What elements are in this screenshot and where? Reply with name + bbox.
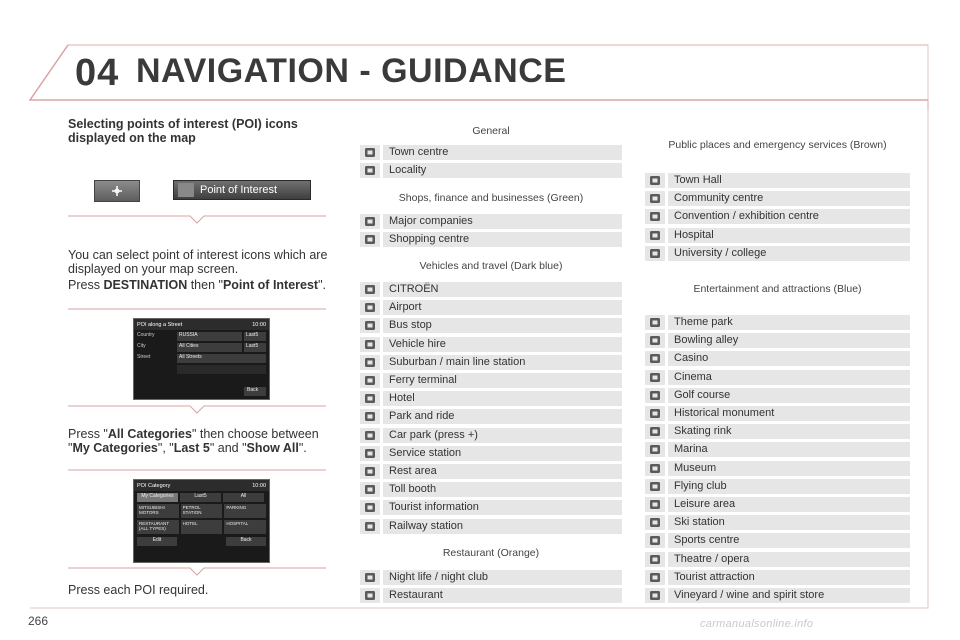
poi-item-label: Vehicle hire: [383, 337, 622, 352]
poi-item-label: Skating rink: [668, 424, 910, 439]
poi-casino-icon: [645, 351, 665, 366]
poi-item-label: Service station: [383, 446, 622, 461]
poi-historical-monument-icon: [645, 406, 665, 421]
poi-item-label: Park and ride: [383, 409, 622, 424]
poi-item-label: Railway station: [383, 519, 622, 534]
poi-museum-icon: [645, 461, 665, 476]
poi-item-flying-club: [645, 479, 910, 494]
poi-item-label: Tourist information: [383, 500, 622, 515]
poi-item-label: Community centre: [668, 191, 910, 206]
poi-item-label: Museum: [668, 461, 910, 476]
screen-row: Country RUSSIA Last5: [137, 332, 266, 341]
point-of-interest-label-illustration: [173, 180, 311, 200]
page-number: 266: [28, 614, 49, 628]
poi-item-label: Shopping centre: [383, 232, 622, 247]
poi-item-label: Toll booth: [383, 482, 622, 497]
poi-item-label: Town Hall: [668, 173, 910, 188]
watermark: carmanualsonline.info: [700, 618, 814, 630]
poi-item-historical-monument: [645, 406, 910, 421]
poi-citro-n-icon: [360, 282, 380, 297]
screen-time: 10:00: [252, 482, 266, 489]
poi-item-marina: [645, 442, 910, 457]
poi-item-label: Town centre: [383, 145, 622, 160]
poi-item-label: Cinema: [668, 370, 910, 385]
screen-category-grid: MITSUBISHI MOTORS PETROL STATION PARKING RESTAURANT (ALL TYPES) HOTEL HOSPITAL: [137, 504, 266, 534]
poi-item-label: Bowling alley: [668, 333, 910, 348]
poi-item-label: CITROËN: [383, 282, 622, 297]
poi-park-and-ride-icon: [360, 409, 380, 424]
poi-item-convention-exhibition-centre: [645, 209, 910, 224]
poi-item-tourist-information: [360, 500, 622, 515]
poi-item-town-hall: [645, 173, 910, 188]
page-title: NAVIGATION - GUIDANCE: [136, 52, 567, 90]
category-public-title: Public places and emergency services (Brown): [668, 139, 887, 151]
poi-car-park-press-icon: [360, 428, 380, 443]
poi-toll-booth-icon: [360, 482, 380, 497]
poi-item-restaurant: [360, 588, 622, 603]
poi-item-label: University / college: [668, 246, 910, 261]
poi-category-screenshot: [133, 479, 270, 563]
screen-title: POI along a Street: [137, 321, 183, 328]
poi-item-bowling-alley: [645, 333, 910, 348]
poi-item-community-centre: [645, 191, 910, 206]
poi-item-label: Night life / night club: [383, 570, 622, 585]
poi-item-label: Airport: [383, 300, 622, 315]
poi-item-label: Major companies: [383, 214, 622, 229]
poi-suburban-main-line-station-icon: [360, 355, 380, 370]
poi-item-car-park-press: [360, 428, 622, 443]
instruction-select-poi: Press each POI required.: [68, 583, 209, 597]
poi-item-vineyard-wine-and-spirit-store: [645, 588, 910, 603]
poi-flying-club-icon: [645, 479, 665, 494]
poi-item-label: Ferry terminal: [383, 373, 622, 388]
poi-item-major-companies: [360, 214, 622, 229]
section-subtitle: Selecting points of interest (POI) icons displayed on the map: [68, 117, 298, 145]
poi-item-label: Convention / exhibition centre: [668, 209, 910, 224]
chapter-number: 04: [75, 52, 120, 94]
poi-railway-station-icon: [360, 519, 380, 534]
poi-item-railway-station: [360, 519, 622, 534]
poi-item-skating-rink: [645, 424, 910, 439]
poi-item-label: Suburban / main line station: [383, 355, 622, 370]
poi-sports-centre-icon: [645, 533, 665, 548]
poi-item-label: Leisure area: [668, 497, 910, 512]
poi-item-suburban-main-line-station: [360, 355, 622, 370]
poi-item-label: Golf course: [668, 388, 910, 403]
poi-item-sports-centre: [645, 533, 910, 548]
poi-item-rest-area: [360, 464, 622, 479]
poi-item-casino: [645, 351, 910, 366]
poi-item-label: Tourist attraction: [668, 570, 910, 585]
crosshair-icon: [111, 185, 123, 197]
category-shops-title: Shops, finance and businesses (Green): [398, 192, 584, 204]
poi-item-label: Hospital: [668, 228, 910, 243]
category-entertainment-title: Entertainment and attractions (Blue): [693, 283, 862, 295]
map-poi-button-illustration: [94, 180, 140, 202]
poi-item-label: Car park (press +): [383, 428, 622, 443]
poi-item-hospital: [645, 228, 910, 243]
screen-title: POI Category: [137, 482, 171, 489]
poi-rest-area-icon: [360, 464, 380, 479]
poi-item-shopping-centre: [360, 232, 622, 247]
poi-item-label: Historical monument: [668, 406, 910, 421]
poi-along-street-screenshot: [133, 318, 270, 400]
poi-item-airport: [360, 300, 622, 315]
poi-item-service-station: [360, 446, 622, 461]
poi-restaurant-icon: [360, 588, 380, 603]
poi-item-label: Ski station: [668, 515, 910, 530]
poi-button-text: Point of Interest: [200, 184, 278, 196]
poi-convention-exhibition-centre-icon: [645, 209, 665, 224]
separator: [68, 466, 326, 478]
poi-item-label: Vineyard / wine and spirit store: [668, 588, 910, 603]
poi-skating-rink-icon: [645, 424, 665, 439]
poi-bus-stop-icon: [360, 318, 380, 333]
poi-tourist-attraction-icon: [645, 570, 665, 585]
poi-item-tourist-attraction: [645, 570, 910, 585]
instruction-categories: Press "All Categories" then choose between "My Categories", "Last 5" and "Show All".: [68, 427, 319, 455]
category-vehicles-title: Vehicles and travel (Dark blue): [419, 260, 563, 272]
poi-tourist-information-icon: [360, 500, 380, 515]
screen-tabs: My Categories Last5 All: [137, 493, 266, 502]
poi-item-leisure-area: [645, 497, 910, 512]
poi-item-bus-stop: [360, 318, 622, 333]
poi-town-centre-icon: [360, 145, 380, 160]
poi-item-golf-course: [645, 388, 910, 403]
poi-item-university-college: [645, 246, 910, 261]
poi-ferry-terminal-icon: [360, 373, 380, 388]
poi-item-label: Flying club: [668, 479, 910, 494]
category-general-title: General: [472, 125, 510, 137]
poi-item-label: Hotel: [383, 391, 622, 406]
poi-airport-icon: [360, 300, 380, 315]
poi-town-hall-icon: [645, 173, 665, 188]
poi-item-label: Locality: [383, 163, 622, 178]
poi-item-vehicle-hire: [360, 337, 622, 352]
poi-item-label: Rest area: [383, 464, 622, 479]
poi-item-ski-station: [645, 515, 910, 530]
poi-item-label: Bus stop: [383, 318, 622, 333]
poi-service-station-icon: [360, 446, 380, 461]
separator: [68, 305, 326, 317]
separator: [68, 564, 326, 576]
poi-ski-station-icon: [645, 515, 665, 530]
screen-row: City All Cities Last5: [137, 343, 266, 352]
poi-theatre-opera-icon: [645, 552, 665, 567]
poi-theme-park-icon: [645, 315, 665, 330]
poi-item-ferry-terminal: [360, 373, 622, 388]
screen-time: 10:00: [252, 321, 266, 328]
poi-university-college-icon: [645, 246, 665, 261]
poi-icon: [178, 183, 194, 197]
poi-item-hotel: [360, 391, 622, 406]
poi-locality-icon: [360, 163, 380, 178]
poi-major-companies-icon: [360, 214, 380, 229]
poi-marina-icon: [645, 442, 665, 457]
separator: [68, 402, 326, 414]
poi-item-label: Theme park: [668, 315, 910, 330]
screen-back-button: Back: [226, 537, 266, 546]
poi-bowling-alley-icon: [645, 333, 665, 348]
separator: [68, 212, 326, 224]
intro-paragraph: You can select point of interest icons which are displayed on your map screen.: [68, 248, 328, 276]
poi-community-centre-icon: [645, 191, 665, 206]
poi-item-toll-booth: [360, 482, 622, 497]
poi-item-label: Marina: [668, 442, 910, 457]
poi-item-locality: [360, 163, 622, 178]
poi-leisure-area-icon: [645, 497, 665, 512]
poi-item-museum: [645, 461, 910, 476]
poi-vineyard-wine-and-spirit-store-icon: [645, 588, 665, 603]
poi-shopping-centre-icon: [360, 232, 380, 247]
poi-hotel-icon: [360, 391, 380, 406]
poi-vehicle-hire-icon: [360, 337, 380, 352]
instruction-destination: Press DESTINATION then "Point of Interest".: [68, 278, 327, 292]
poi-item-town-centre: [360, 145, 622, 160]
poi-hospital-icon: [645, 228, 665, 243]
poi-item-cinema: [645, 370, 910, 385]
screen-back-button: Back: [244, 387, 266, 396]
poi-item-theatre-opera: [645, 552, 910, 567]
screen-edit-button: Edit: [137, 537, 177, 546]
poi-item-label: Sports centre: [668, 533, 910, 548]
screen-row: Street All Streets: [137, 354, 266, 363]
poi-item-citro-n: [360, 282, 622, 297]
poi-item-park-and-ride: [360, 409, 622, 424]
poi-cinema-icon: [645, 370, 665, 385]
poi-item-label: Theatre / opera: [668, 552, 910, 567]
poi-golf-course-icon: [645, 388, 665, 403]
screen-row-dim: [137, 365, 266, 374]
poi-item-night-life-night-club: [360, 570, 622, 585]
poi-item-label: Casino: [668, 351, 910, 366]
poi-night-life-night-club-icon: [360, 570, 380, 585]
poi-item-theme-park: [645, 315, 910, 330]
category-restaurant-title: Restaurant (Orange): [442, 547, 540, 559]
poi-item-label: Restaurant: [383, 588, 622, 603]
